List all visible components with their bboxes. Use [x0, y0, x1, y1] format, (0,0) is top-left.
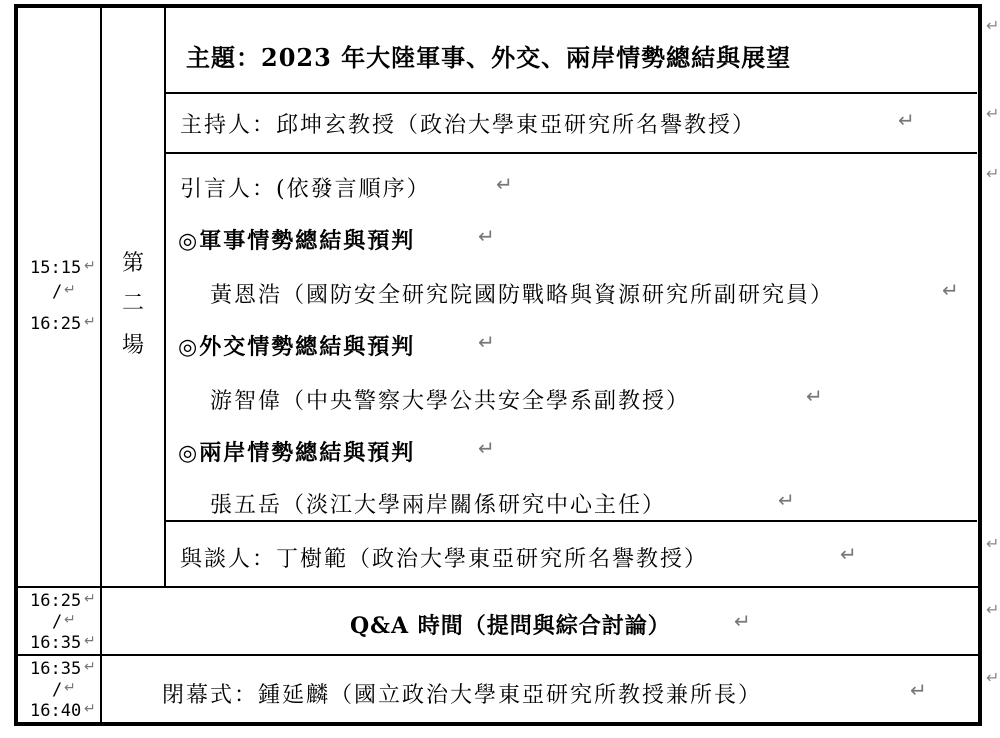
session-theme: 主題：2023 年大陸軍事、外交、兩岸情勢總結與展望 — [186, 43, 792, 72]
qa-time-end: 16:35 — [30, 633, 82, 653]
row-divider-qa — [18, 654, 978, 656]
session-time-sep: / — [52, 282, 63, 302]
row-end-mark: ↵ — [986, 600, 1000, 619]
topic-speaker-cross-strait: 張五岳（淡江大學兩岸關係研究中心主任） — [210, 493, 667, 518]
return-mark: ↵ — [910, 678, 927, 702]
closing-time-start: 16:35 — [30, 659, 82, 679]
return-mark: ↵ — [898, 108, 915, 132]
session-time-end: 16:25 — [30, 314, 82, 334]
row-end-mark: ↵ — [986, 164, 1000, 183]
topic-title-military: ◎軍事情勢總結與預判 — [178, 228, 416, 254]
row-end-mark: ↵ — [986, 668, 1000, 687]
row-end-mark: ↵ — [986, 104, 1000, 123]
return-mark: ↵ — [84, 701, 96, 717]
return-mark: ↵ — [84, 659, 96, 675]
return-mark: ↵ — [478, 330, 495, 354]
return-mark: ↵ — [806, 384, 823, 408]
speakers-intro: 引言人：(依發言順序） — [180, 177, 431, 202]
return-mark: ↵ — [84, 633, 96, 649]
return-mark: ↵ — [64, 680, 76, 696]
topic-title-cross-strait: ◎兩岸情勢總結與預判 — [178, 440, 416, 466]
return-mark: ↵ — [734, 609, 751, 633]
row-divider-session-end — [18, 586, 978, 588]
return-mark: ↵ — [840, 542, 857, 566]
closing-time-sep: / — [52, 680, 63, 700]
return-mark: ↵ — [778, 488, 795, 512]
topic-speaker-diplomacy: 游智偉（中央警察大學公共安全學系副教授） — [210, 389, 691, 414]
return-mark: ↵ — [64, 282, 76, 298]
row-divider-moderator — [165, 152, 977, 154]
session-label-char: 第 — [122, 251, 147, 276]
topic-title-diplomacy: ◎外交情勢總結與預判 — [178, 334, 416, 360]
row-divider-speakers — [165, 520, 977, 522]
return-mark: ↵ — [478, 224, 495, 248]
qa-time-sep: / — [52, 612, 63, 632]
closing-time-end: 16:40 — [30, 701, 82, 721]
return-mark: ↵ — [64, 612, 76, 628]
row-end-mark: ↵ — [986, 16, 1000, 35]
qa-time-start: 16:25 — [30, 591, 82, 611]
return-mark: ↵ — [942, 278, 959, 302]
return-mark: ↵ — [478, 436, 495, 460]
return-mark: ↵ — [84, 258, 96, 274]
session-label-char: 二 — [122, 291, 147, 316]
session-time-start: 15:15 — [30, 258, 82, 278]
row-end-mark: ↵ — [986, 534, 1000, 553]
moderator-line: 主持人：邱坤玄教授（政治大學東亞研究所名譽教授） — [180, 113, 757, 138]
col-divider-time — [100, 8, 102, 722]
topic-speaker-military: 黃恩浩（國防安全研究院國防戰略與資源研究所副研究員） — [210, 283, 835, 308]
return-mark: ↵ — [84, 314, 96, 330]
col-divider-label — [164, 8, 166, 586]
return-mark: ↵ — [84, 591, 96, 607]
return-mark: ↵ — [496, 172, 513, 196]
row-divider-theme — [165, 92, 977, 94]
qa-label: Q&A 時間（提問與綜合討論） — [350, 613, 671, 639]
closing-label: 閉幕式：鍾延麟（國立政治大學東亞研究所教授兼所長） — [162, 683, 763, 708]
discussant-line: 與談人：丁樹範（政治大學東亞研究所名譽教授） — [180, 547, 709, 572]
session-label-char: 場 — [122, 333, 147, 358]
